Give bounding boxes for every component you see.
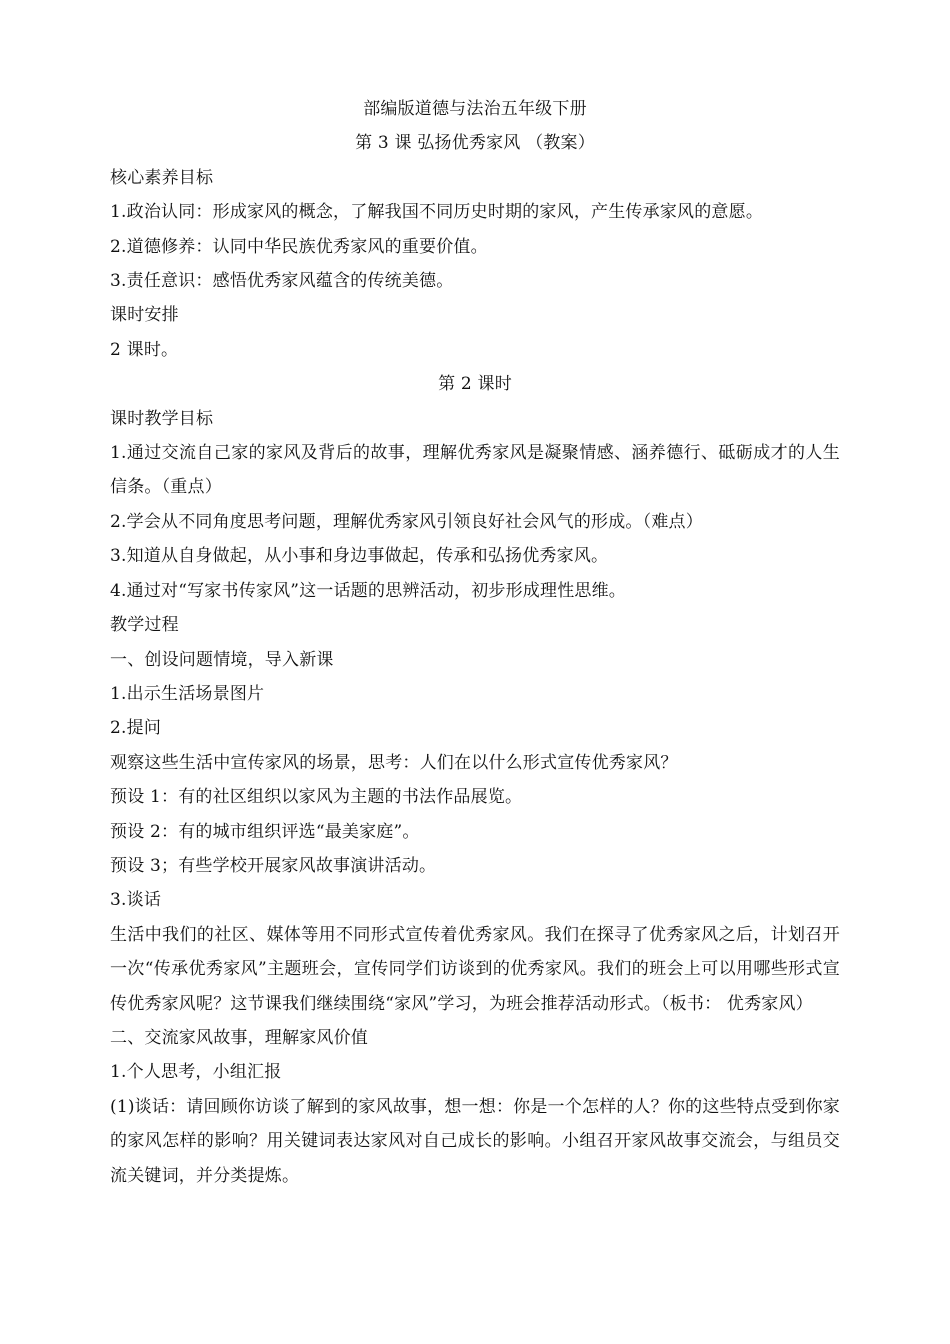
lesson-goal-item: 1.通过交流自己家的家风及背后的故事，理解优秀家风是凝聚情感、涵养德行、砥砺成才的人生信条。（重点）: [110, 443, 840, 498]
document-subtitle: 第 3 课 弘扬优秀家风 （教案）: [355, 133, 595, 154]
document-page: [110, 92, 840, 1193]
lesson-heading: 第 2 课时: [438, 374, 512, 395]
document-title: 部编版道德与法治五年级下册: [363, 99, 587, 119]
section-heading: 一、创设问题情境，导入新课: [110, 649, 334, 670]
section-heading: 二、交流家风故事，理解家风价值: [110, 1027, 368, 1048]
step-label: 2.提问: [110, 718, 162, 739]
core-goals-heading: 核心素养目标: [110, 167, 214, 188]
core-goal-item: 1.政治认同：形成家风的概念，了解我国不同历史时期的家风，产生传承家风的意愿。: [110, 202, 764, 223]
lesson-goals-heading: 课时教学目标: [110, 408, 214, 429]
process-heading: 教学过程: [110, 615, 179, 636]
preset-item: 预设 3；有些学校开展家风故事演讲活动。: [110, 855, 437, 876]
lesson-goal-item: 2.学会从不同角度思考问题，理解优秀家风引领良好社会风气的形成。（难点）: [110, 511, 703, 532]
step-label: 1.出示生活场景图片: [110, 683, 265, 704]
schedule-heading: 课时安排: [110, 305, 179, 326]
preset-item: 预设 1：有的社区组织以家风为主题的书法作品展览。: [110, 787, 523, 808]
talk-paragraph: (1)谈话：请回顾你访谈了解到的家风故事，想一想：你是一个怎样的人？你的这些特点受到你家的家风怎样的影响？用关键词表达家风对自己成长的影响。小组召开家风故事交流会，与组员交流关键词，并分类提炼。: [110, 1096, 840, 1186]
question-text: 观察这些生活中宣传家风的场景，思考：人们在以什么形式宣传优秀家风？: [110, 752, 678, 773]
schedule-text: 2 课时。: [110, 339, 179, 360]
talk-paragraph: 生活中我们的社区、媒体等用不同形式宣传着优秀家风。我们在探寻了优秀家风之后，计划召开一次“传承优秀家风”主题班会，宣传同学们访谈到的优秀家风。我们的班会上可以用哪些形式宣传优秀家风呢？这节课我们继续围绕“家风”学习，为班会推荐活动形式。（板书： 优秀家风）: [110, 924, 840, 1014]
lesson-goal-item: 4.通过对“写家书传家风”这一话题的思辨活动，初步形成理性思维。: [110, 580, 627, 601]
step-label: 3.谈话: [110, 890, 162, 911]
step-label: 1.个人思考，小组汇报: [110, 1062, 282, 1083]
core-goal-item: 2.道德修养：认同中华民族优秀家风的重要价值。: [110, 236, 488, 257]
core-goal-item: 3.责任意识：感悟优秀家风蕴含的传统美德。: [110, 271, 454, 292]
preset-item: 预设 2：有的城市组织评选“最美家庭”。: [110, 821, 420, 842]
lesson-goal-item: 3.知道从自身做起，从小事和身边事做起，传承和弘扬优秀家风。: [110, 546, 609, 567]
